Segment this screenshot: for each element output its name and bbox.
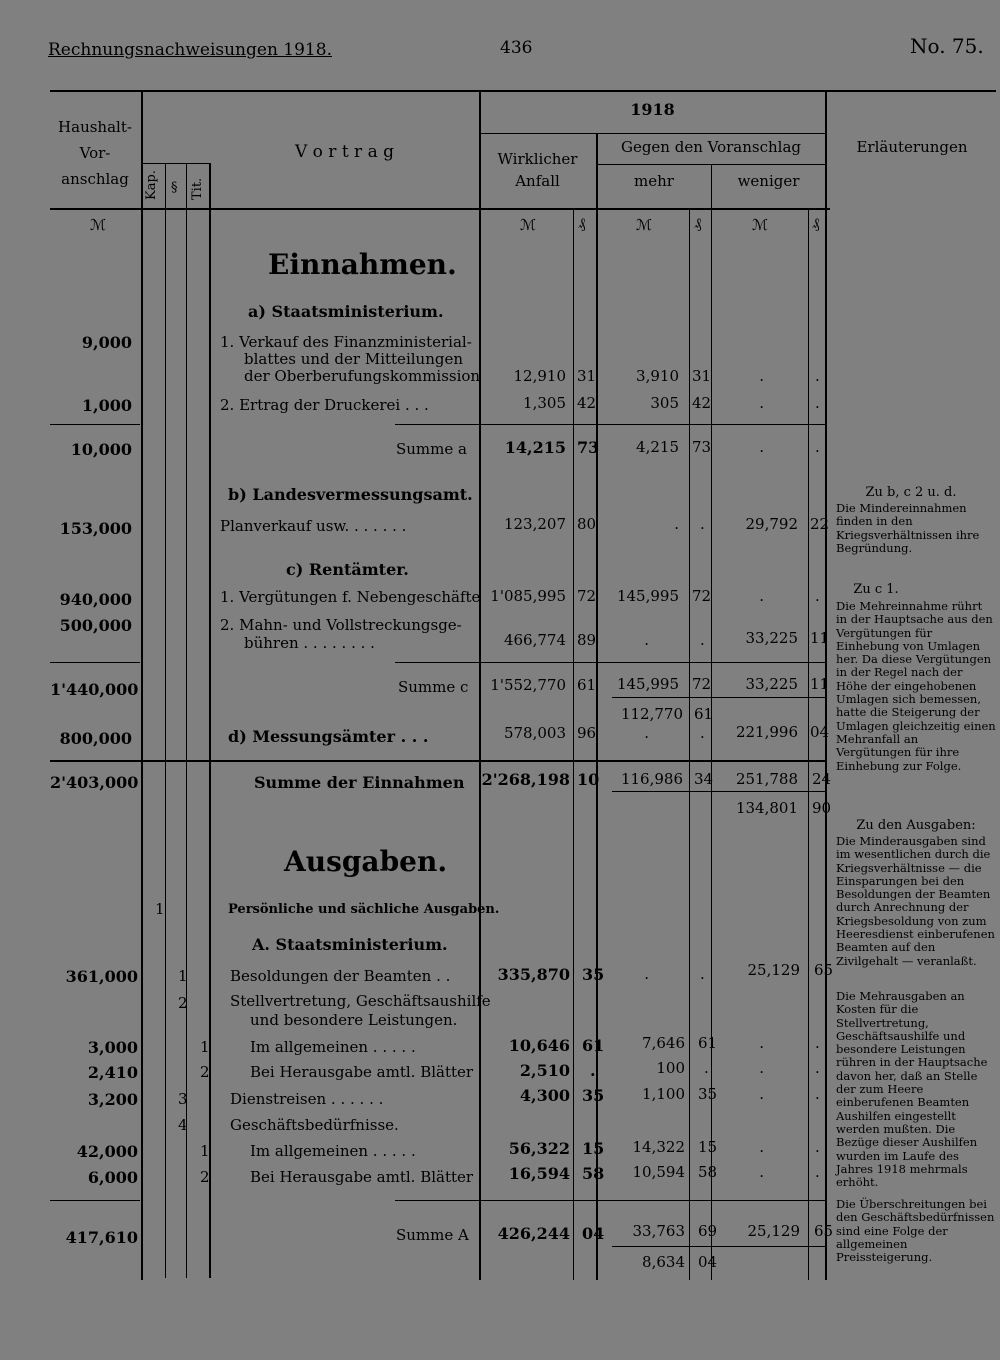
kap-number: 1 [155,900,165,918]
unit-less: ℳ [752,216,769,234]
sum-A-less-pf: 65 [814,1222,834,1240]
c1-less: . [759,587,764,605]
r2-par: 2 [178,994,188,1012]
c1-actual: 1'085,995 [490,587,566,605]
unit-less-pf: ₰ [812,214,820,232]
r1-less: 25,129 [747,961,800,979]
sum-c-net-pf: 61 [694,705,714,723]
c2-actual: 466,774 [503,631,566,649]
sum-a-budget: 10,000 [70,440,132,459]
header-against: Gegen den Voranschlag [620,138,802,156]
unit-more: ℳ [636,216,653,234]
a1-actual-pf: 31 [577,367,597,385]
header-tit: Tit. [190,177,205,200]
c2-text-1: 2. Mahn- und Vollstreckungsge- [220,616,462,634]
r3-less: . [759,1085,764,1103]
col-line-budget [141,90,143,1280]
r4b-text: Bei Herausgabe amtl. Blätter [250,1168,474,1186]
r4b-more-pf: 58 [698,1163,718,1181]
sum-c-more: 145,995 [616,675,679,693]
r3-budget: 3,200 [87,1090,138,1109]
r2a-more-pf: 61 [698,1034,718,1052]
r1-budget: 361,000 [65,967,138,986]
b-actual: 123,207 [503,515,566,533]
document-number: No. 75. [910,34,984,58]
page-number: 436 [500,38,533,58]
header-year: 1918 [630,100,675,119]
d-actual-pf: 96 [577,724,597,742]
r3-more: 1,100 [642,1085,685,1103]
income-total-more: 116,986 [620,770,683,788]
c2-less: 33,225 [745,629,798,647]
rule-above-income-total [50,760,825,762]
note-3-text-3: Die Überschreitungen bei den Geschäftsbedürfnissen sind eine Folge der allgemeinen Preissteigerung. [836,1197,995,1265]
header-actual-1: Wirklicher [497,150,578,168]
c2-more-pf: . [700,631,705,649]
r2a-less: . [759,1034,764,1052]
year-underline [480,133,825,134]
sum-a-actual: 14,215 [504,438,566,457]
r2b-actual: 2,510 [519,1061,570,1080]
r2-text-2: und besondere Leistungen. [250,1011,458,1029]
d-text: d) Messungsämter . . . [228,727,429,746]
income-total-actual: 2'268,198 [481,770,570,789]
sum-A-label: Summe A [396,1226,469,1244]
a1-text-1: 1. Verkauf des Finanzministerial- [220,333,472,351]
rule-above-sum-A-left [50,1200,140,1201]
r4b-actual: 16,594 [508,1164,570,1183]
header-notes: Erläuterungen [856,138,968,156]
rule-above-sum-c-right [395,662,825,663]
sum-a-more-pf: 73 [692,438,712,456]
b-actual-pf: 80 [577,515,597,533]
sum-c-budget: 1'440,000 [50,680,139,699]
sum-a-less-pf: . [815,438,820,456]
r2b-budget: 2,410 [87,1063,138,1082]
col-line-actual-pf [573,210,574,1280]
r4a-less-pf: . [815,1138,820,1156]
sum-A-more-pf: 69 [698,1222,718,1240]
header-budget-3: anschlag [61,170,129,188]
b-more-pf: . [700,515,705,533]
r2a-budget: 3,000 [87,1038,138,1057]
income-total-actual-pf: 10 [577,770,600,789]
r1-par: 1 [178,967,188,985]
unit-more-pf: ₰ [694,214,702,232]
header-budget-1: Haushalt- [58,118,132,136]
income-total-label: Summe der Einnahmen [254,773,465,792]
r4a-actual-pf: 15 [582,1139,605,1158]
c1-text: 1. Vergütungen f. Nebengeschäfte [220,588,481,606]
c1-less-pf: . [815,587,820,605]
r1-less-pf: 65 [814,961,834,979]
r2-text-1: Stellvertretung, Geschäftsaushilfe [230,992,491,1010]
sum-a-actual-pf: 73 [577,438,600,457]
b-budget: 153,000 [59,519,132,538]
r4b-more: 10,594 [632,1163,685,1181]
note-3-text-2: Die Mehrausgaben an Kosten für die Stellvertretung, Geschäftsaushilfe und besondere Leistungen rühren in der Hauptsache davon her, daß an Stelle der zum Heere einberufenen Beamten Aushilfen eingestellt werden mußten. Die Bezüge dieser Aushilfen wurden im Laufe des Jahres 1918 mehrmals erhöht. [836,989,988,1190]
r2b-tit: 2 [200,1063,210,1081]
r4a-less: . [759,1138,764,1156]
col-line-kap [165,163,166,1278]
sum-a-less: . [759,438,764,456]
a2-less-pf: . [815,394,820,412]
header-par: § [171,180,178,195]
r4b-actual-pf: 58 [582,1164,605,1183]
income-total-less-pf: 24 [812,770,832,788]
table-top-rule [50,90,996,92]
section-c-heading: c) Rentämter. [286,560,409,579]
r2b-text: Bei Herausgabe amtl. Blätter [250,1063,474,1081]
header-bottom-rule [50,208,830,210]
r2a-more: 7,646 [642,1034,685,1052]
header-less: weniger [737,172,800,190]
d-actual: 578,003 [503,724,566,742]
col-line-par [186,163,187,1278]
income-total-net-pf: 90 [812,799,832,817]
b-less-pf: 22 [810,515,830,533]
r3-more-pf: 35 [698,1085,718,1103]
sum-A-actual-pf: 04 [582,1224,605,1243]
header-vortrag: V o r t r a g [294,142,395,162]
a2-budget: 1,000 [81,396,132,415]
d-more-pf: . [700,724,705,742]
income-total-less: 251,788 [735,770,798,788]
a2-text: 2. Ertrag der Druckerei . . . [220,396,429,414]
note-3-title: Zu den Ausgaben: [856,818,976,833]
header-kap: Kap. [144,170,159,200]
c2-actual-pf: 89 [577,631,597,649]
section-b-heading: b) Landesvermessungsamt. [228,485,473,504]
income-total-budget: 2'403,000 [50,773,139,792]
r2a-text: Im allgemeinen . . . . . [250,1038,416,1056]
sum-A-more: 33,763 [632,1222,685,1240]
section-a-heading: a) Staatsministerium. [248,302,444,321]
note-3-text-1: Die Minderausgaben sind im wesentlichen durch die Kriegsverhältnisse — die Einsparungen bei den Besoldungen der Beamten durch Anrechnung der Kriegsbesoldung von zum Heeresdienst einberufenen Beamten auf den Zivilgehalt — veranlaßt. [836,834,995,968]
a2-less: . [759,394,764,412]
r4a-actual: 56,322 [508,1139,570,1158]
d-less-pf: 04 [810,723,830,741]
r4a-text: Im allgemeinen . . . . . [250,1142,416,1160]
r2b-actual-pf: . [590,1061,596,1080]
sum-c-less: 33,225 [745,675,798,693]
rule-above-sum-a-right [395,424,825,425]
rule-above-sum-a [50,424,140,425]
b-more: . [674,515,679,533]
r2b-more-pf: . [704,1059,709,1077]
sum-A-budget: 417,610 [65,1228,138,1247]
sum-c-label: Summe c [398,678,469,696]
note-1-title: Zu b, c 2 u. d. [865,485,957,500]
r3-par: 3 [178,1090,188,1108]
a1-less-pf: . [815,367,820,385]
rule-income-net [612,791,825,792]
r4b-less: . [759,1163,764,1181]
sum-a-more: 4,215 [636,438,679,456]
r3-less-pf: . [815,1085,820,1103]
d-budget: 800,000 [59,729,132,748]
c2-more: . [644,631,649,649]
c2-less-pf: 11 [810,629,830,647]
r3-actual-pf: 35 [582,1086,605,1105]
r2b-less: . [759,1059,764,1077]
header-budget-2: Vor- [79,144,111,162]
a1-more-pf: 31 [692,367,712,385]
r4-par: 4 [178,1116,188,1134]
r4a-tit: 1 [200,1142,210,1160]
r1-actual-pf: 35 [582,965,605,984]
a1-actual: 12,910 [513,367,566,385]
a2-actual-pf: 42 [577,394,597,412]
c2-text-2: bühren . . . . . . . . [244,634,375,652]
r1-text: Besoldungen der Beamten . . [230,967,451,985]
a1-text-3: der Oberberufungskommission [244,367,481,385]
c2-budget: 500,000 [59,616,132,635]
a1-less: . [759,367,764,385]
b-less: 29,792 [745,515,798,533]
r2b-more: 100 [656,1059,685,1077]
r4a-more: 14,322 [632,1138,685,1156]
expenses-heading: Ausgaben. [284,845,448,878]
note-2-title: Zu c 1. [853,582,899,597]
income-total-more-pf: 34 [694,770,714,788]
kap-header-rule [142,163,210,164]
sum-A-actual: 426,244 [497,1224,570,1243]
r2b-less-pf: . [815,1059,820,1077]
col-line-tit [209,163,211,1278]
note-1-text: Die Mindereinnahmen finden in den Kriegsverhältnissen ihre Begründung. [836,501,980,555]
c1-budget: 940,000 [59,590,132,609]
col-line-more-pf [689,210,690,1280]
rule-sum-c-net [612,697,825,698]
section-A-heading: A. Staatsministerium. [252,935,448,954]
r1-more: . [644,965,649,983]
r3-text: Dienstreisen . . . . . . [230,1090,384,1108]
r4b-tit: 2 [200,1168,210,1186]
r2a-actual-pf: 61 [582,1036,605,1055]
kap-text: Persönliche und sächliche Ausgaben. [228,902,500,917]
rule-sum-A-net [612,1246,825,1247]
a1-more: 3,910 [636,367,679,385]
c1-more: 145,995 [616,587,679,605]
income-total-net: 134,801 [735,799,798,817]
d-less: 221,996 [735,723,798,741]
a2-more-pf: 42 [692,394,712,412]
r3-actual: 4,300 [519,1086,570,1105]
r4b-budget: 6,000 [87,1168,138,1187]
sum-A-less: 25,129 [747,1222,800,1240]
r4a-budget: 42,000 [76,1142,138,1161]
r4b-less-pf: . [815,1163,820,1181]
sum-A-net-pf: 04 [698,1253,718,1271]
unit-actual: ℳ [520,216,537,234]
a1-budget: 9,000 [81,333,132,352]
unit-actual-pf: ₰ [578,214,586,232]
a2-more: 305 [650,394,679,412]
r4-text: Geschäftsbedürfnisse. [230,1116,399,1134]
sum-a-label: Summe a [396,440,467,458]
sum-c-more-pf: 72 [692,675,712,693]
a2-actual: 1,305 [523,394,566,412]
r1-actual: 335,870 [497,965,570,984]
running-title: Rechnungsnachweisungen 1918. [48,40,332,60]
sum-c-actual-pf: 61 [577,676,597,694]
header-more: mehr [634,172,674,190]
rule-above-sum-A-right [395,1200,825,1201]
rule-above-sum-c-left [50,662,140,663]
r1-more-pf: . [700,965,705,983]
r4a-more-pf: 15 [698,1138,718,1156]
sum-c-actual: 1'552,770 [490,676,566,694]
col-line-less-pf [808,210,809,1280]
a1-text-2: blattes und der Mitteilungen [244,350,463,368]
unit-budget: ℳ [90,216,107,234]
header-actual-2: Anfall [515,172,560,190]
income-heading: Einnahmen. [268,248,457,281]
c1-actual-pf: 72 [577,587,597,605]
note-2-text: Die Mehreinnahme rührt in der Hauptsache aus den Vergütungen für Einhebung von Umlagen her. Da diese Vergütungen in der Regel nach der Höhe der eingehobenen Umlagen sich bemessen, hatte die Steigerung der Umlagen gleichzeitig einen Mehranfall an Vergütungen für ihre Einhebung zur Folge. [836,599,996,773]
r2a-tit: 1 [200,1038,210,1056]
sum-c-less-pf: 11 [810,675,830,693]
d-more: . [644,724,649,742]
c1-more-pf: 72 [692,587,712,605]
sum-c-net: 112,770 [620,705,683,723]
sum-A-net: 8,634 [642,1253,685,1271]
b-text: Planverkauf usw. . . . . . . [220,517,407,535]
r2a-less-pf: . [815,1034,820,1052]
r2a-actual: 10,646 [508,1036,570,1055]
